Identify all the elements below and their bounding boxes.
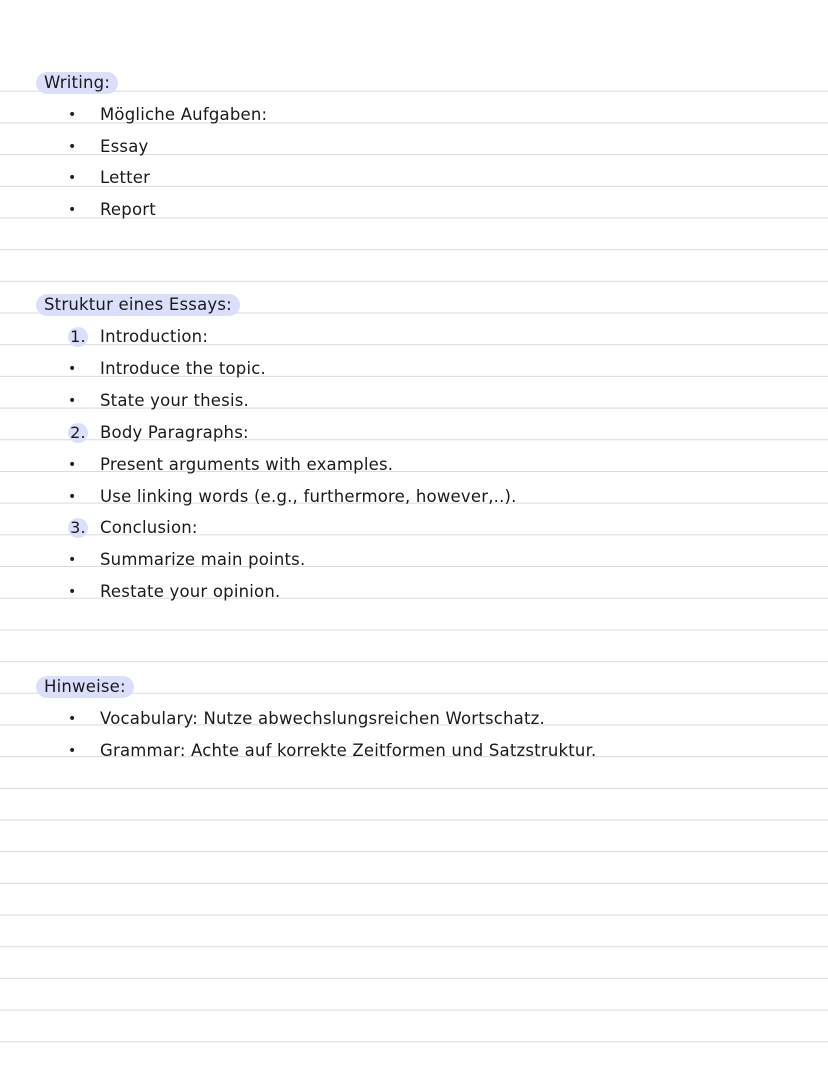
step-number-badge: 3. xyxy=(68,518,88,538)
bullet-icon: • xyxy=(68,107,77,123)
list-item xyxy=(68,454,393,476)
bullet-icon: • xyxy=(68,489,77,505)
list-item-text: Summarize main points. xyxy=(100,550,306,569)
step-label: Introduction: xyxy=(100,327,209,346)
bullet-icon: • xyxy=(68,743,77,759)
list-item-text: Use linking words (e.g., furthermore, however,..). xyxy=(100,487,517,506)
numbered-step xyxy=(68,422,249,444)
step-label: Conclusion: xyxy=(100,518,198,537)
list-item xyxy=(68,708,545,730)
list-item xyxy=(68,199,156,221)
list-item-text: Grammar: Achte auf korrekte Zeitformen und Satzstruktur. xyxy=(100,741,597,760)
bullet-icon: • xyxy=(68,393,77,409)
numbered-step xyxy=(68,326,208,348)
list-item-text: Essay xyxy=(100,137,149,156)
list-item xyxy=(68,486,517,508)
list-item xyxy=(68,740,596,762)
bullet-icon: • xyxy=(68,457,77,473)
list-item xyxy=(68,390,249,412)
list-item-text: Present arguments with examples. xyxy=(100,455,394,474)
bullet-icon: • xyxy=(68,139,77,155)
list-item-text: Introduce the topic. xyxy=(100,359,266,378)
list-item xyxy=(68,167,150,189)
step-number-badge: 1. xyxy=(68,327,88,347)
numbered-step xyxy=(68,517,198,539)
list-item xyxy=(68,358,266,380)
list-item-text: Restate your opinion. xyxy=(100,582,281,601)
step-number-badge: 2. xyxy=(68,423,88,443)
list-item-text: Vocabulary: Nutze abwechslungsreichen Wortschatz. xyxy=(100,709,545,728)
bullet-icon: • xyxy=(68,361,77,377)
list-item-text: Letter xyxy=(100,168,151,187)
bullet-icon: • xyxy=(68,711,77,727)
list-item xyxy=(68,136,149,158)
list-item xyxy=(68,549,305,571)
bullet-icon: • xyxy=(68,202,77,218)
section-heading-writing: Writing: xyxy=(36,72,118,94)
list-item xyxy=(68,104,267,126)
list-item xyxy=(68,581,280,603)
bullet-icon: • xyxy=(68,552,77,568)
section-heading-hints: Hinweise: xyxy=(36,676,134,698)
list-item-text: Report xyxy=(100,200,156,219)
section-heading-structure: Struktur eines Essays: xyxy=(36,294,240,316)
list-item-text: Mögliche Aufgaben: xyxy=(100,105,268,124)
bullet-icon: • xyxy=(68,584,77,600)
bullet-icon: • xyxy=(68,170,77,186)
list-item-text: State your thesis. xyxy=(100,391,249,410)
step-label: Body Paragraphs: xyxy=(100,423,249,442)
